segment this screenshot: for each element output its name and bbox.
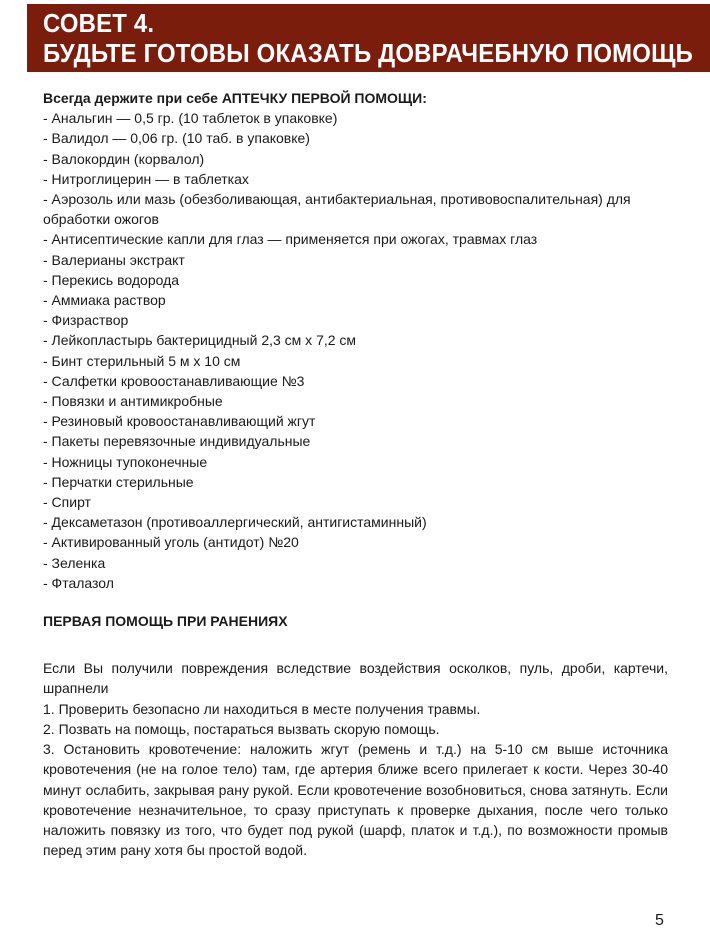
first-aid-kit-list xyxy=(43,108,668,593)
kit-item: - Аэрозоль или мазь (обезболивающая, антибактериальная, противовоспалительная) для обработки ожогов xyxy=(43,191,631,228)
kit-item: - Зеленка xyxy=(43,554,106,571)
kit-item: - Спирт xyxy=(43,494,91,511)
wounds-section-title: ПЕРВАЯ ПОМОЩЬ ПРИ РАНЕНИЯХ xyxy=(43,613,288,630)
kit-item: - Активированный уголь (антидот) №20 xyxy=(43,534,299,551)
kit-item: - Физраствор xyxy=(43,312,129,329)
kit-item: - Нитроглицерин — в таблетках xyxy=(43,170,249,187)
wounds-intro-paragraph: Если Вы получили повреждения вследствие воздействия осколков, пуль, дроби, картечи, шрапнели xyxy=(43,660,668,697)
kit-item: - Валидол — 0,06 гр. (10 таб. в упаковке) xyxy=(43,130,310,147)
page-header-banner xyxy=(27,4,710,72)
kit-item: - Резиновый кровоостанавливающий жгут xyxy=(43,413,316,430)
wounds-steps-list xyxy=(43,699,668,861)
page-content xyxy=(43,88,668,860)
wounds-step: 1. Проверить безопасно ли находиться в месте получения травмы. xyxy=(43,700,481,717)
tip-number-heading: СОВЕТ 4. xyxy=(43,8,155,38)
kit-item: - Фталазол xyxy=(43,574,114,591)
kit-item: - Валерианы экстракт xyxy=(43,251,185,268)
kit-item: - Ножницы тупоконечные xyxy=(43,453,208,470)
kit-item: - Лейкопластырь бактерицидный 2,3 см х 7,2 см xyxy=(43,332,357,349)
page-number: 5 xyxy=(655,912,664,929)
kit-item: - Пакеты перевязочные индивидуальные xyxy=(43,433,311,450)
kit-item: - Бинт стерильный 5 м х 10 см xyxy=(43,352,241,369)
kit-item: - Анальгин — 0,5 гр. (10 таблеток в упаковке) xyxy=(43,110,338,127)
kit-item: - Перекись водорода xyxy=(43,271,180,288)
kit-item: - Повязки и антимикробные xyxy=(43,393,223,410)
wounds-step: 2. Позвать на помощь, постараться вызвать скорую помощь. xyxy=(43,720,440,737)
kit-item: - Перчатки стерильные xyxy=(43,473,194,490)
wounds-step: 3. Остановить кровотечение: наложить жгут (ремень и т.д.) на 5-10 см выше источника кровотечения (не на голое тело) там, где артерия ближе всего прилегает к кости. Через 30-40 минут ослабить, закрывая рану рукой. Если кровотечение возобновиться, снова затянуть. Если кровотечение незначительное, то сразу приступать к проверке дыхания, после чего только наложить повязку из того, что будет под рукой (шарф, платок и т.д.), по возможности промыв перед этим рану хотя бы простой водой. xyxy=(43,741,668,859)
kit-item: - Дексаметазон (противоаллергический, антигистаминный) xyxy=(43,514,427,531)
kit-item: - Валокордин (корвалол) xyxy=(43,150,205,167)
kit-item: - Аммиака раствор xyxy=(43,292,166,309)
kit-item: - Антисептические капли для глаз — применяется при ожогах, травмах глаз xyxy=(43,231,538,248)
first-aid-kit-title: Всегда держите при себе АПТЕЧКУ ПЕРВОЙ ПОМОЩИ: xyxy=(43,90,427,106)
kit-item: - Салфетки кровоостанавливающие №3 xyxy=(43,372,305,389)
tip-title-heading: БУДЬТЕ ГОТОВЫ ОКАЗАТЬ ДОВРАЧЕБНУЮ ПОМОЩЬ xyxy=(43,38,694,68)
